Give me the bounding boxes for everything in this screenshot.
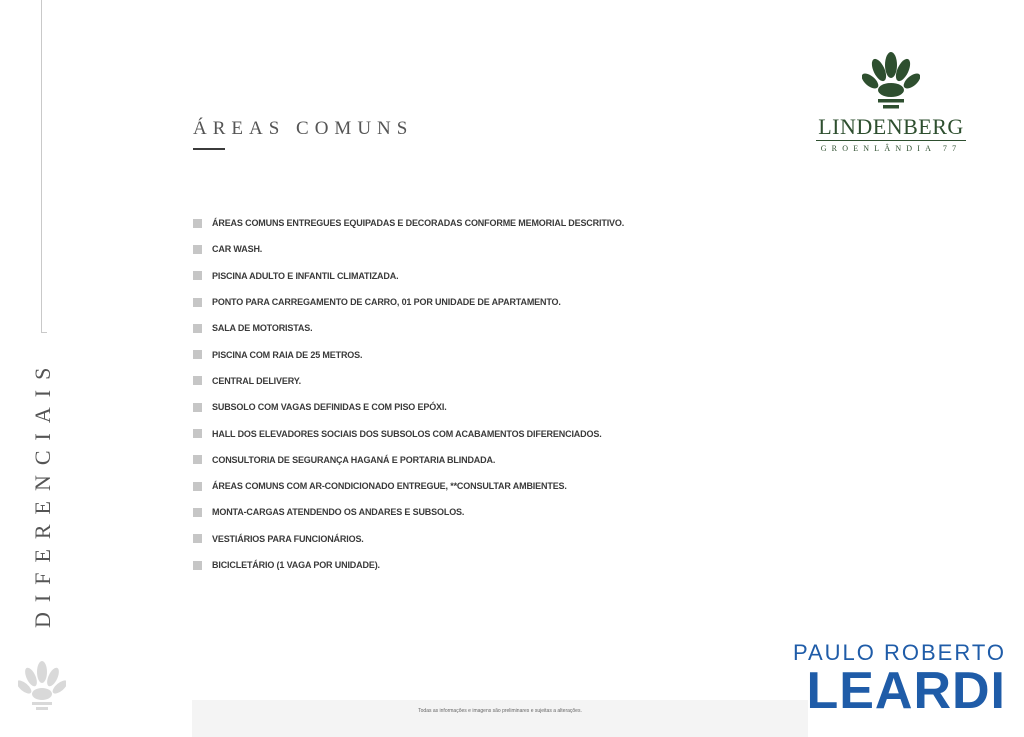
agency-logo [786, 640, 1006, 718]
feature-item [193, 263, 624, 289]
feature-text: HALL DOS ELEVADORES SOCIAIS DOS SUBSOLOS COM ACABAMENTOS DIFERENCIADOS. [212, 428, 602, 439]
agency-name-bottom: LEARDI [806, 662, 1006, 720]
feature-item [193, 526, 624, 552]
square-bullet-icon [193, 298, 202, 307]
feature-text: PONTO PARA CARREGAMENTO DE CARRO, 01 POR UNIDADE DE APARTAMENTO. [212, 297, 561, 308]
sidebar-vertical-label: DIFERENCIAIS [30, 357, 55, 628]
feature-text: VESTIÁRIOS PARA FUNCIONÁRIOS. [212, 533, 364, 544]
square-bullet-icon [193, 403, 202, 412]
feature-text: ÁREAS COMUNS COM AR-CONDICIONADO ENTREGUE, **CONSULTAR AMBIENTES. [212, 481, 567, 492]
feature-text: CAR WASH. [212, 244, 263, 255]
feature-item [193, 315, 624, 341]
square-bullet-icon [193, 482, 202, 491]
feature-item [193, 341, 624, 367]
feature-item [193, 289, 624, 315]
feature-text: CENTRAL DELIVERY. [212, 375, 301, 386]
features-list [193, 210, 624, 578]
feature-text: CONSULTORIA DE SEGURANÇA HAGANÁ E PORTARIA BLINDADA. [212, 454, 496, 465]
agency-name-top: PAULO ROBERTO [792, 640, 1006, 665]
square-bullet-icon [193, 534, 202, 543]
title-underline [193, 148, 225, 150]
square-bullet-icon [193, 245, 202, 254]
brand-name: LINDENBERG [818, 114, 964, 139]
lindenberg-leaf-icon [862, 52, 920, 110]
feature-text: ÁREAS COMUNS ENTREGUES EQUIPADAS E DECORADAS CONFORME MEMORIAL DESCRITIVO. [212, 218, 625, 229]
feature-text: BICICLETÁRIO (1 VAGA POR UNIDADE). [212, 560, 380, 570]
sidebar-divider-line [41, 0, 42, 333]
brand-logo [810, 52, 972, 162]
feature-item [193, 420, 624, 446]
square-bullet-icon [193, 508, 202, 517]
leaf-emblem-icon [18, 660, 66, 716]
feature-item [193, 210, 624, 236]
footer-disclaimer: Todas as informações e imagens são preliminares e sujeitas a alterações. [418, 708, 582, 714]
square-bullet-icon [193, 219, 202, 228]
feature-text: SALA DE MOTORISTAS. [212, 323, 313, 334]
feature-item [193, 499, 624, 525]
square-bullet-icon [193, 350, 202, 359]
feature-text: PISCINA ADULTO E INFANTIL CLIMATIZADA. [212, 270, 399, 281]
square-bullet-icon [193, 429, 202, 438]
section-title: ÁREAS COMUNS [193, 118, 414, 139]
feature-item [193, 368, 624, 394]
footer-band [192, 700, 808, 737]
brand-subtitle: GROENLÂNDIA 77 [820, 144, 962, 153]
feature-item [193, 394, 624, 420]
feature-text: MONTA-CARGAS ATENDENDO OS ANDARES E SUBSOLOS. [212, 507, 465, 518]
feature-text: PISCINA COM RAIA DE 25 METROS. [212, 349, 363, 360]
feature-item [193, 236, 624, 262]
feature-item [193, 473, 624, 499]
feature-text: SUBSOLO COM VAGAS DEFINIDAS E COM PISO EPÓXI. [212, 402, 447, 413]
feature-item [193, 447, 624, 473]
square-bullet-icon [193, 455, 202, 464]
square-bullet-icon [193, 561, 202, 570]
square-bullet-icon [193, 376, 202, 385]
square-bullet-icon [193, 324, 202, 333]
square-bullet-icon [193, 271, 202, 280]
feature-item [193, 552, 624, 578]
sidebar-divider-tick [41, 332, 47, 333]
